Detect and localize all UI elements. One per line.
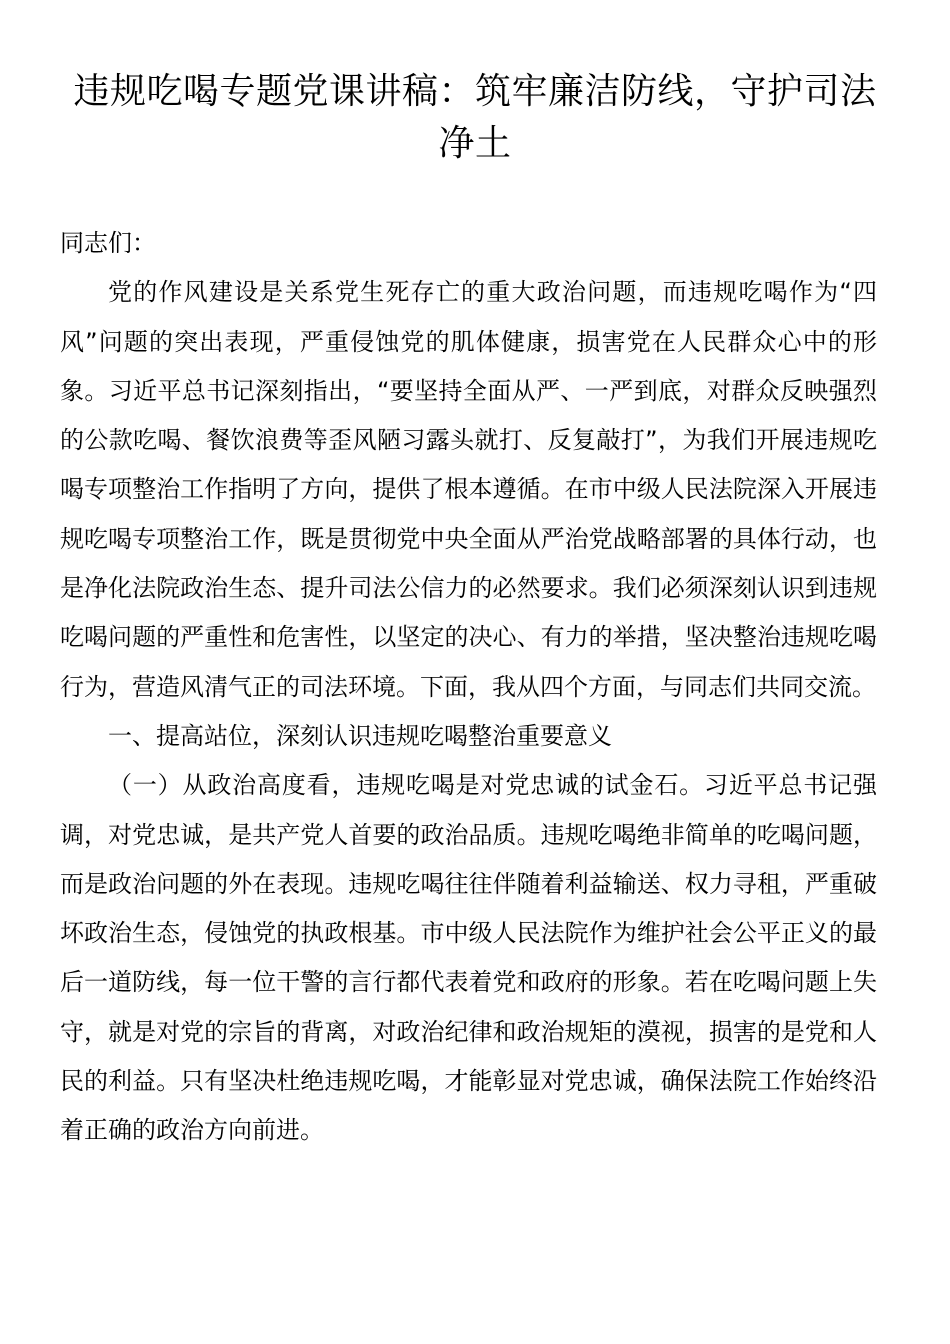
section-heading: 一、提高站位，深刻认识违规吃喝整治重要意义: [108, 721, 612, 750]
document-title: 违规吃喝专题党课讲稿：筑牢廉洁防线，守护司法净土: [73, 71, 877, 164]
intro-paragraph: 党的作风建设是关系党生死存亡的重大政治问题，而违规吃喝作为“四风”问题的突出表现，严重侵蚀党的肌体健康，损害党在人民群众心中的形象。习近平总书记深刻指出，“要坚持全面从严、一严到底，对群众反映强烈的公款吃喝、餐饮浪费等歪风陋习露头就打、反复敲打”，为我们开展违规吃喝专项整治工作指明了方向，提供了根本遵循。在市中级人民法院深入开展违规吃喝专项整治工作，既是贯彻党中央全面从严治党战略部署的具体行动，也是净化法院政治生态、提升司法公信力的必然要求。我们必须深刻认识到违规吃喝问题的严重性和危害性，以坚定的决心、有力的举措，坚决整治违规吃喝行为，营造风清气正的司法环境。下面，我从四个方面，与同志们共同交流。: [60, 278, 877, 701]
document-body: [60, 219, 877, 1156]
section-paragraph: （一）从政治高度看，违规吃喝是对党忠诚的试金石。习近平总书记强调，对党忠诚，是共产党人首要的政治品质。违规吃喝绝非简单的吃喝问题，而是政治问题的外在表现。违规吃喝往往伴随着利益输送、权力寻租，严重破坏政治生态，侵蚀党的执政根基。市中级人民法院作为维护社会公平正义的最后一道防线，每一位干警的言行都代表着党和政府的形象。若在吃喝问题上失守，就是对党的宗旨的背离，对政治纪律和政治规矩的漠视，损害的是党和人民的利益。只有坚决杜绝违规吃喝，才能彰显对党忠诚，确保法院工作始终沿着正确的政治方向前进。: [60, 771, 877, 1145]
salutation: 同志们：: [60, 229, 156, 257]
